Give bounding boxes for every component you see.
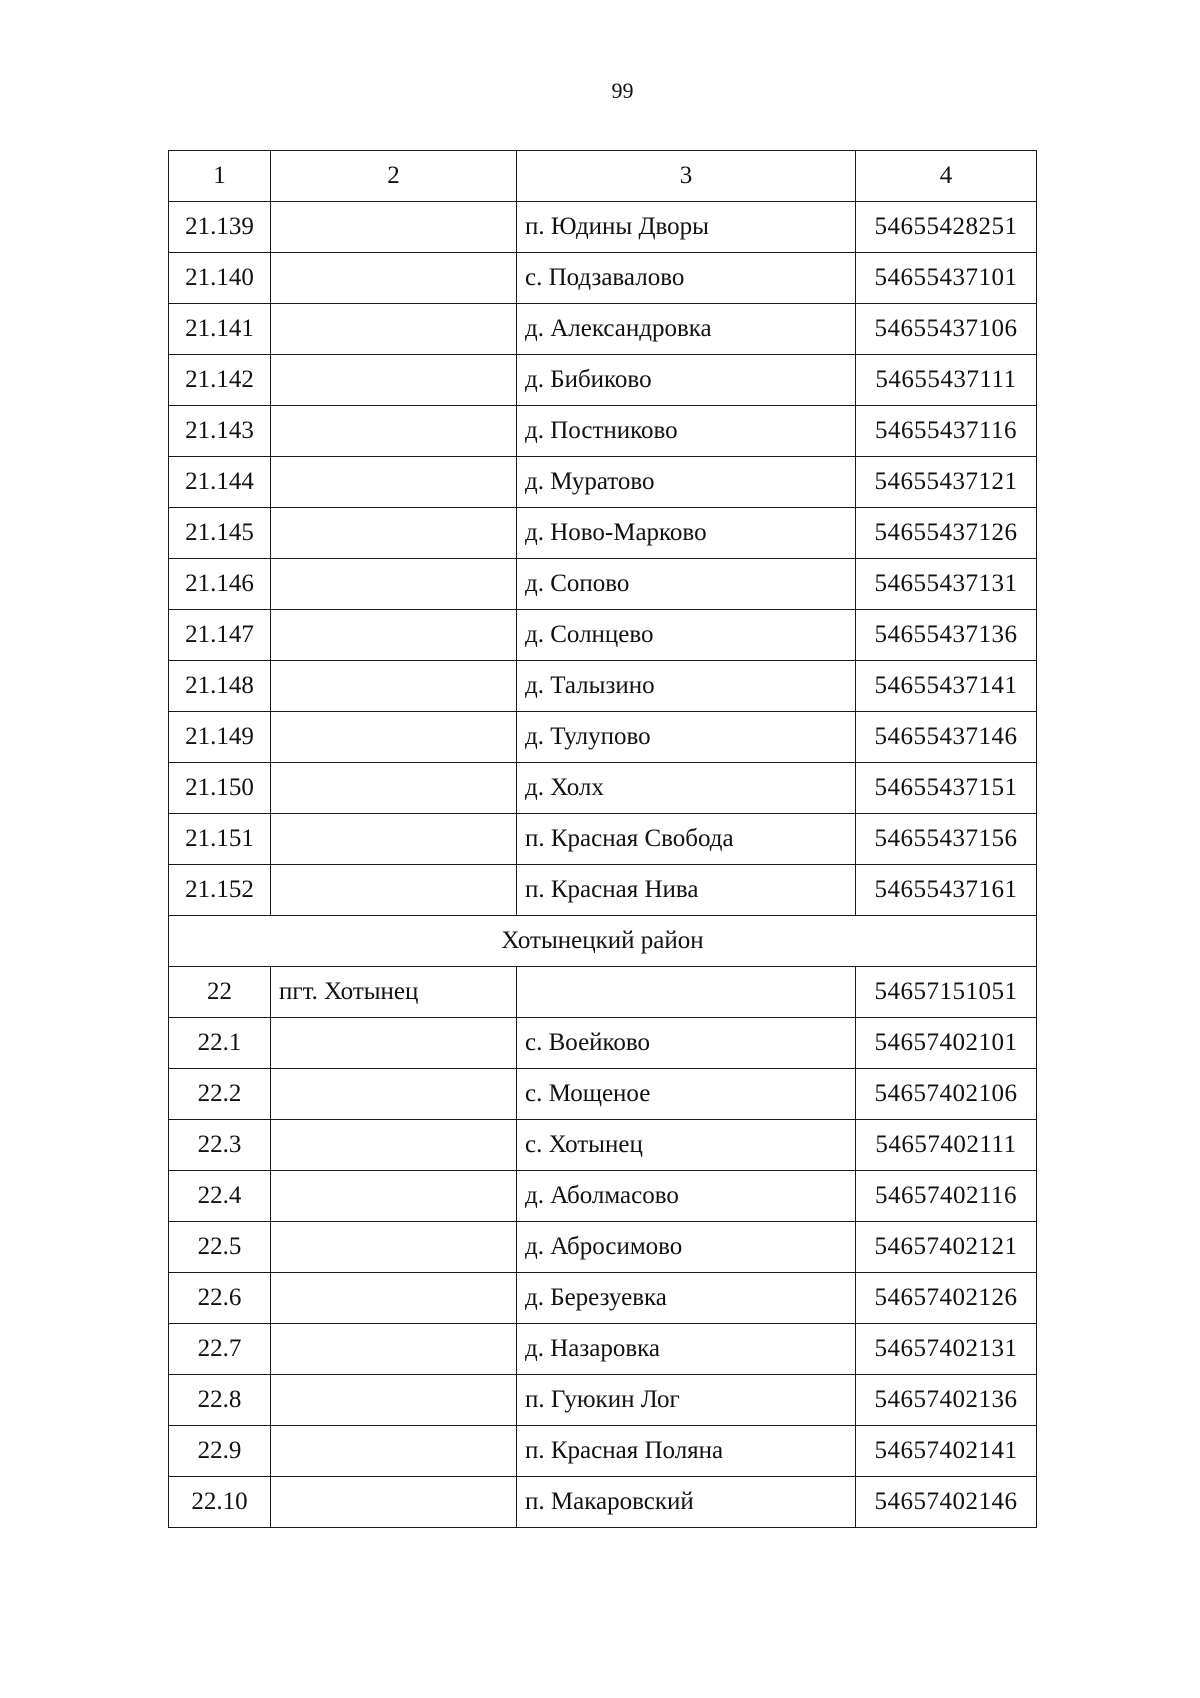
settlement-cell xyxy=(271,1426,517,1477)
locality-name-cell: д. Аболмасово xyxy=(517,1171,856,1222)
row-number-cell: 21.151 xyxy=(169,814,271,865)
settlement-cell xyxy=(271,355,517,406)
row-number-cell: 21.152 xyxy=(169,865,271,916)
settlement-cell xyxy=(271,712,517,763)
locality-name-cell: с. Подзавалово xyxy=(517,253,856,304)
district-heading-row xyxy=(169,916,1037,967)
locality-name-cell: д. Александровка xyxy=(517,304,856,355)
row-number-cell: 22.5 xyxy=(169,1222,271,1273)
column-header-2: 2 xyxy=(271,151,517,202)
settlement-cell xyxy=(271,661,517,712)
row-number-cell: 22.10 xyxy=(169,1477,271,1528)
table-row xyxy=(169,1018,1037,1069)
locality-name-cell: п. Красная Поляна xyxy=(517,1426,856,1477)
locality-name-cell: п. Красная Свобода xyxy=(517,814,856,865)
table-row xyxy=(169,1171,1037,1222)
row-number-cell: 21.145 xyxy=(169,508,271,559)
row-number-cell: 21.150 xyxy=(169,763,271,814)
row-number-cell: 22.6 xyxy=(169,1273,271,1324)
locality-name-cell: п. Макаровский xyxy=(517,1477,856,1528)
table-header-row xyxy=(169,151,1037,202)
table-row xyxy=(169,1120,1037,1171)
row-number-cell: 21.140 xyxy=(169,253,271,304)
oktmo-code-cell: 54657151051 xyxy=(856,967,1037,1018)
locality-name-cell: д. Ново-Марково xyxy=(517,508,856,559)
row-number-cell: 21.144 xyxy=(169,457,271,508)
column-header-1: 1 xyxy=(169,151,271,202)
row-number-cell: 22.7 xyxy=(169,1324,271,1375)
row-number-cell: 22.1 xyxy=(169,1018,271,1069)
row-number-cell: 21.139 xyxy=(169,202,271,253)
oktmo-code-cell: 54655428251 xyxy=(856,202,1037,253)
locality-name-cell: п. Гуюкин Лог xyxy=(517,1375,856,1426)
oktmo-code-cell: 54657402116 xyxy=(856,1171,1037,1222)
oktmo-code-cell: 54657402126 xyxy=(856,1273,1037,1324)
table-row xyxy=(169,1069,1037,1120)
row-number-cell: 22.8 xyxy=(169,1375,271,1426)
oktmo-code-cell: 54655437131 xyxy=(856,559,1037,610)
locality-name-cell: д. Березуевка xyxy=(517,1273,856,1324)
table-row xyxy=(169,865,1037,916)
locality-name-cell: д. Сопово xyxy=(517,559,856,610)
row-number-cell: 22 xyxy=(169,967,271,1018)
settlement-cell xyxy=(271,865,517,916)
oktmo-code-cell: 54655437151 xyxy=(856,763,1037,814)
locality-name-cell: с. Хотынец xyxy=(517,1120,856,1171)
table-row xyxy=(169,712,1037,763)
settlement-cell xyxy=(271,457,517,508)
oktmo-code-cell: 54657402106 xyxy=(856,1069,1037,1120)
locality-name-cell: д. Солнцево xyxy=(517,610,856,661)
oktmo-code-cell: 54657402136 xyxy=(856,1375,1037,1426)
locality-name-cell: д. Назаровка xyxy=(517,1324,856,1375)
settlement-cell xyxy=(271,406,517,457)
settlement-cell xyxy=(271,304,517,355)
locality-name-cell: д. Абросимово xyxy=(517,1222,856,1273)
table-row xyxy=(169,1324,1037,1375)
settlement-cell xyxy=(271,508,517,559)
table-row xyxy=(169,304,1037,355)
locality-name-cell xyxy=(517,967,856,1018)
district-heading: Хотынецкий район xyxy=(169,916,1037,967)
oktmo-code-cell: 54657402111 xyxy=(856,1120,1037,1171)
row-number-cell: 22.2 xyxy=(169,1069,271,1120)
oktmo-code-cell: 54655437146 xyxy=(856,712,1037,763)
settlement-cell xyxy=(271,1375,517,1426)
row-number-cell: 21.146 xyxy=(169,559,271,610)
page-number: 99 xyxy=(611,78,634,103)
locality-name-cell: с. Мощеное xyxy=(517,1069,856,1120)
oktmo-code-cell: 54655437136 xyxy=(856,610,1037,661)
oktmo-code-cell: 54655437116 xyxy=(856,406,1037,457)
settlement-cell xyxy=(271,610,517,661)
row-number-cell: 21.141 xyxy=(169,304,271,355)
column-header-3: 3 xyxy=(517,151,856,202)
locality-name-cell: д. Холх xyxy=(517,763,856,814)
table-row xyxy=(169,814,1037,865)
row-number-cell: 21.142 xyxy=(169,355,271,406)
row-number-cell: 21.147 xyxy=(169,610,271,661)
settlement-cell xyxy=(271,814,517,865)
settlement-cell xyxy=(271,1120,517,1171)
oktmo-code-cell: 54657402101 xyxy=(856,1018,1037,1069)
settlement-cell xyxy=(271,1018,517,1069)
table-row xyxy=(169,202,1037,253)
settlement-cell xyxy=(271,202,517,253)
column-header-4: 4 xyxy=(856,151,1037,202)
table-row xyxy=(169,508,1037,559)
row-number-cell: 22.3 xyxy=(169,1120,271,1171)
table-row xyxy=(169,661,1037,712)
row-number-cell: 21.143 xyxy=(169,406,271,457)
row-number-cell: 21.149 xyxy=(169,712,271,763)
table-row xyxy=(169,253,1037,304)
oktmo-code-cell: 54655437156 xyxy=(856,814,1037,865)
table-row xyxy=(169,1477,1037,1528)
settlement-cell xyxy=(271,1222,517,1273)
settlement-cell xyxy=(271,253,517,304)
locality-name-cell: п. Красная Нива xyxy=(517,865,856,916)
settlement-cell xyxy=(271,559,517,610)
settlement-cell xyxy=(271,1069,517,1120)
table-row xyxy=(169,610,1037,661)
locality-name-cell: д. Муратово xyxy=(517,457,856,508)
row-number-cell: 22.4 xyxy=(169,1171,271,1222)
settlement-cell: пгт. Хотынец xyxy=(271,967,517,1018)
oktmo-code-cell: 54657402141 xyxy=(856,1426,1037,1477)
table-row xyxy=(169,1375,1037,1426)
row-number-cell: 21.148 xyxy=(169,661,271,712)
table-row xyxy=(169,1426,1037,1477)
settlement-cell xyxy=(271,763,517,814)
locality-name-cell: д. Бибиково xyxy=(517,355,856,406)
oktmo-code-cell: 54655437161 xyxy=(856,865,1037,916)
table-row xyxy=(169,355,1037,406)
locality-name-cell: с. Воейково xyxy=(517,1018,856,1069)
table-row xyxy=(169,457,1037,508)
settlement-cell xyxy=(271,1324,517,1375)
settlement-table xyxy=(168,150,1037,1528)
table-row xyxy=(169,406,1037,457)
oktmo-code-cell: 54657402131 xyxy=(856,1324,1037,1375)
settlement-cell xyxy=(271,1477,517,1528)
oktmo-code-cell: 54655437111 xyxy=(856,355,1037,406)
row-number-cell: 22.9 xyxy=(169,1426,271,1477)
locality-name-cell: д. Тулупово xyxy=(517,712,856,763)
table-row xyxy=(169,559,1037,610)
oktmo-code-cell: 54655437126 xyxy=(856,508,1037,559)
table-row xyxy=(169,1222,1037,1273)
table-row xyxy=(169,1273,1037,1324)
table-row xyxy=(169,763,1037,814)
settlement-cell xyxy=(271,1273,517,1324)
table-row xyxy=(169,967,1037,1018)
locality-name-cell: д. Постниково xyxy=(517,406,856,457)
oktmo-code-cell: 54657402146 xyxy=(856,1477,1037,1528)
table-body xyxy=(169,151,1037,1528)
oktmo-code-cell: 54657402121 xyxy=(856,1222,1037,1273)
locality-name-cell: п. Юдины Дворы xyxy=(517,202,856,253)
oktmo-code-cell: 54655437141 xyxy=(856,661,1037,712)
settlement-cell xyxy=(271,1171,517,1222)
oktmo-code-cell: 54655437101 xyxy=(856,253,1037,304)
oktmo-code-cell: 54655437121 xyxy=(856,457,1037,508)
oktmo-code-cell: 54655437106 xyxy=(856,304,1037,355)
locality-name-cell: д. Талызино xyxy=(517,661,856,712)
